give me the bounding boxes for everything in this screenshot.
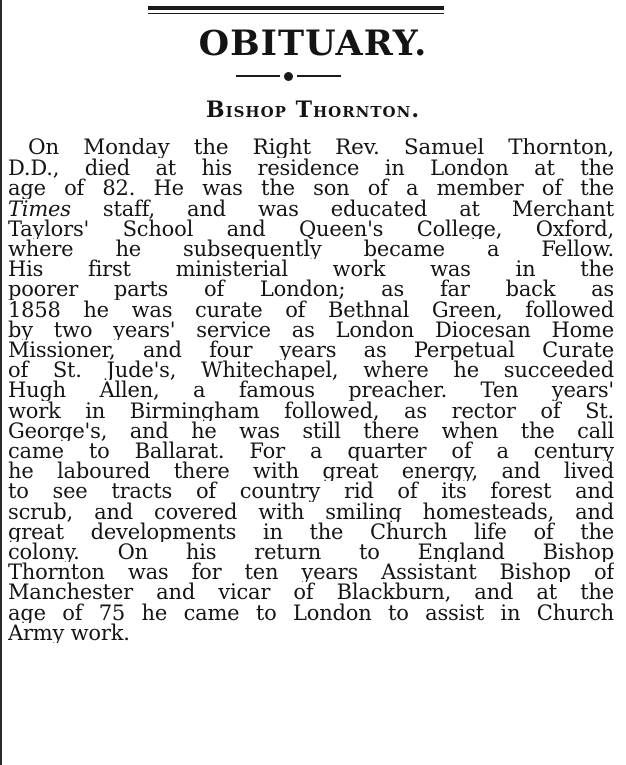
article-line: scrub, and covered with smiling homesteads, and xyxy=(8,501,614,522)
article-line: George's, and he was still there when the call xyxy=(8,420,614,442)
article-body xyxy=(8,138,614,643)
article-line: 1858 he was curate of Bethnal Green, followed xyxy=(8,299,614,320)
article-line: by two years' service as London Diocesan Home xyxy=(8,319,614,341)
article-line: Hugh Allen, a famous preacher. Ten years' xyxy=(8,380,614,401)
ornament-divider xyxy=(233,70,343,82)
article-line: colony. On his return to England Bishop xyxy=(8,542,614,563)
article-line: age of 75 he came to London to assist in Church xyxy=(8,602,614,623)
article-line: D.D., died at his residence in London at the xyxy=(8,158,614,179)
ornament-dash-right xyxy=(297,75,341,77)
article-line: Manchester and vicar of Blackburn, and at the xyxy=(8,582,614,603)
article-line: where he subsequently became a Fellow. xyxy=(8,239,614,260)
article-line: Missioner, and four years as Perpetual Curate xyxy=(8,340,614,361)
article-line: Times staff, and was educated at Merchant xyxy=(8,198,614,219)
ornament-dash-left xyxy=(236,75,280,77)
article-line: he laboured there with great energy, and lived xyxy=(8,461,614,482)
article-line: work in Birmingham followed, as rector of St. xyxy=(8,400,614,421)
top-rule-thin xyxy=(148,13,444,14)
article-line: Taylors' School and Queen's College, Oxford, xyxy=(8,218,614,240)
top-rule-thick xyxy=(148,6,444,10)
ornament-dot xyxy=(284,72,293,81)
article-line: age of 82. He was the son of a member of the xyxy=(8,178,614,199)
article-line: Thornton was for ten years Assistant Bishop of xyxy=(8,562,614,583)
newspaper-name: Times xyxy=(8,198,71,219)
article-line: His first ministerial work was in the xyxy=(8,259,614,280)
article-line: to see tracts of country rid of its forest and xyxy=(8,481,614,502)
article-line: came to Ballarat. For a quarter of a century xyxy=(8,441,614,462)
article-line: Army work. xyxy=(8,622,130,644)
article-line: great developments in the Church life of the xyxy=(8,521,614,543)
article-line: On Monday the Right Rev. Samuel Thornton, xyxy=(28,138,614,159)
article-line: of St. Jude's, Whitechapel, where he succeeded xyxy=(8,360,614,381)
article-line: poorer parts of London; as far back as xyxy=(8,279,614,300)
obituary-heading: OBITUARY. xyxy=(198,23,428,64)
article-subheading: Bishop Thornton. xyxy=(205,97,420,123)
